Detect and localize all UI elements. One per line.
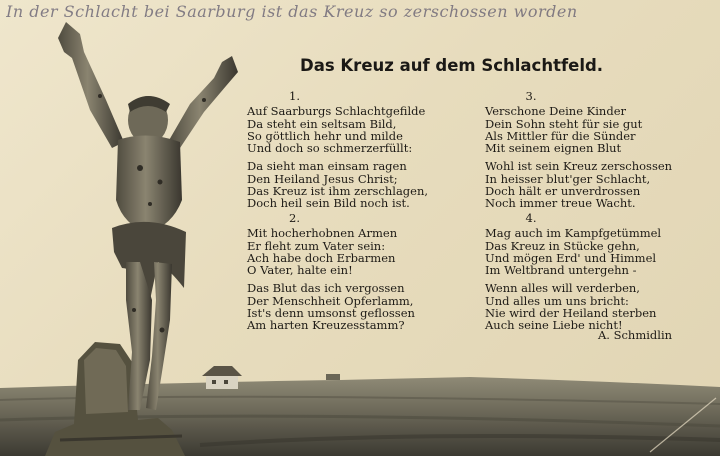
verse-line: Und mögen Erd' und Himmel — [485, 250, 657, 265]
verse-line: Wenn alles will verderben, — [485, 281, 640, 296]
stanza-number: 1. — [289, 89, 300, 103]
author-signature: A. Schmidlin — [598, 328, 673, 342]
verse-line: Verschone Deine Kinder — [485, 104, 627, 119]
verse-line: Und doch so schmerzerfüllt: — [247, 141, 413, 156]
verse-line: Im Weltbrand untergehn - — [485, 263, 637, 278]
verse-line: Doch hält er unverdrossen — [485, 184, 641, 199]
verse-line: Das Kreuz ist ihm zerschlagen, — [247, 184, 429, 199]
verse-line: Auch seine Liebe nicht! — [485, 318, 623, 333]
stanza-4 — [485, 212, 685, 332]
verse-line: Da steht ein seltsam Bild, — [247, 116, 397, 131]
verse-line: Den Heiland Jesus Christ; — [247, 171, 398, 186]
stanza-number: 2. — [289, 211, 300, 225]
verse-line: In heisser blut'ger Schlacht, — [485, 171, 651, 186]
verse-line: Das Blut das ich vergossen — [247, 281, 405, 296]
verse-line: Mit seinem eignen Blut — [485, 141, 622, 156]
verse-line: Und alles um uns bricht: — [485, 293, 629, 308]
poem-title: Das Kreuz auf dem Schlachtfeld. — [300, 56, 604, 75]
verse-line: Auf Saarburgs Schlachtgefilde — [247, 104, 426, 119]
verse-line: So göttlich hehr und milde — [247, 128, 403, 143]
verse-line: Nie wird der Heiland sterben — [485, 306, 657, 321]
verse-line: Am harten Kreuzesstamm? — [247, 318, 405, 333]
verse-line: Mag auch im Kampfgetümmel — [485, 226, 662, 241]
crucifix-figure — [58, 22, 238, 410]
verse-line: O Vater, halte ein! — [247, 263, 353, 278]
stanza-2 — [247, 212, 447, 332]
verse-line: Dein Sohn steht für sie gut — [485, 116, 643, 131]
stanza-number: 4. — [525, 211, 537, 225]
verse-line: Noch immer treue Wacht. — [485, 196, 636, 211]
verse-line: Das Kreuz in Stücke gehn, — [485, 238, 640, 253]
verse-line: Ach habe doch Erbarmen — [247, 250, 396, 265]
verse-line: Als Mittler für die Sünder — [485, 128, 636, 143]
verse-line: Da sieht man einsam ragen — [247, 159, 407, 174]
verse-line: Er fleht zum Vater sein: — [247, 238, 386, 253]
verse-line: Ist's denn umsonst geflossen — [247, 306, 415, 321]
handwritten-note: In der Schlacht bei Saarburg ist das Kreuz so zerschossen worden — [6, 2, 578, 21]
verse-line: Doch heil sein Bild noch ist. — [247, 196, 410, 211]
stanza-number: 3. — [525, 89, 537, 103]
stanza-3 — [485, 90, 685, 210]
verse-line: Der Menschheit Opferlamm, — [247, 293, 414, 308]
verse-line: Wohl ist sein Kreuz zerschossen — [485, 159, 673, 174]
stanza-1 — [247, 90, 447, 210]
verse-line: Mit hocherhobnen Armen — [247, 226, 398, 241]
